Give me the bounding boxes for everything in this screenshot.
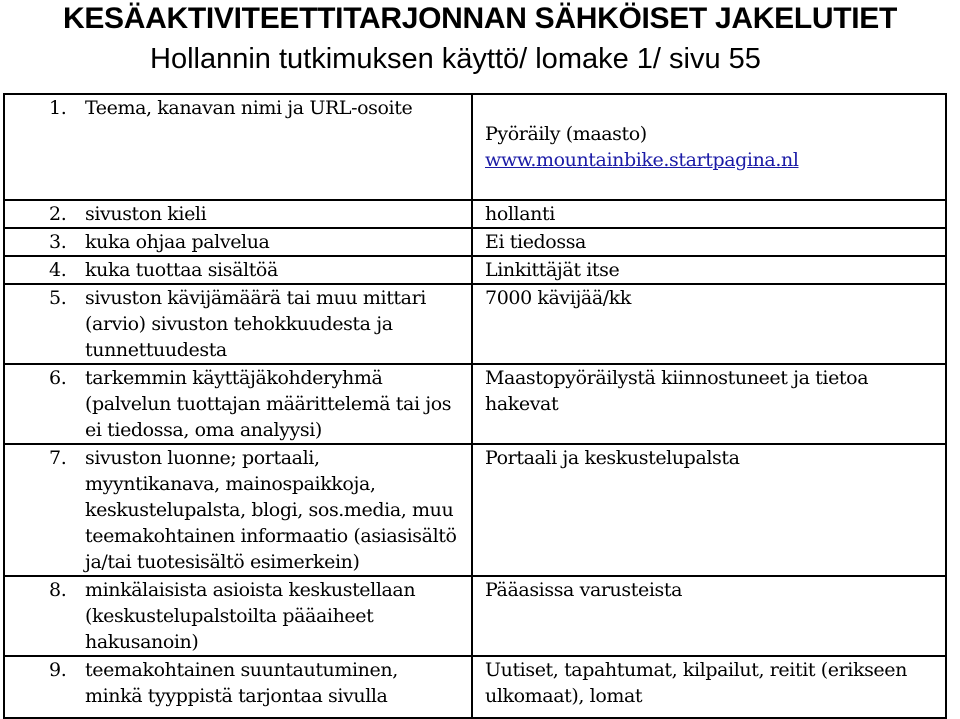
answer-cell: Pääasissa varusteista <box>472 576 946 656</box>
answer-cell: Maastopyöräilystä kiinnostuneet ja tietoa hakevat <box>472 364 946 444</box>
table-row <box>4 228 946 256</box>
table-row <box>4 94 946 200</box>
table-row <box>4 200 946 228</box>
table-row <box>4 364 946 444</box>
form-table-container <box>3 93 945 707</box>
question-cell <box>4 256 472 284</box>
question-text: minkälaisista asioista keskustellaan (keskustelupalstoilta pääaiheet hakusanoin) <box>85 579 416 653</box>
row-number: 5. <box>49 287 67 309</box>
answer-cell: 7000 kävijää/kk <box>472 284 946 364</box>
answer-cell: Uutiset, tapahtumat, kilpailut, reitit (erikseen ulkomaat), lomat <box>472 656 946 718</box>
answer-cell: Portaali ja keskustelupalsta <box>472 444 946 576</box>
slide-title: KESÄAKTIVITEETTITARJONNAN SÄHKÖISET JAKELUTIET <box>62 2 898 35</box>
question-text: Teema, kanavan nimi ja URL-osoite <box>85 97 413 119</box>
question-text: sivuston kieli <box>85 203 207 225</box>
table-row <box>4 284 946 364</box>
table-row <box>4 256 946 284</box>
table-row <box>4 656 946 718</box>
question-cell <box>4 200 472 228</box>
question-cell <box>4 576 472 656</box>
question-text: sivuston kävijämäärä tai muu mittari (arvio) sivuston tehokkuudesta ja tunnettuudesta <box>85 287 426 361</box>
slide-subtitle: Hollannin tutkimuksen käyttö/ lomake 1/ sivu 55 <box>150 43 761 75</box>
answer-cell: Ei tiedossa <box>472 228 946 256</box>
question-text: kuka tuottaa sisältöä <box>85 259 278 281</box>
question-text: teemakohtainen suuntautuminen, minkä tyyppistä tarjontaa sivulla <box>85 659 398 707</box>
question-text: sivuston luonne; portaali, myyntikanava, mainospaikkoja, keskustelupalsta, blogi, sos.media, muu teemakohtainen informaatio (asiasisältö ja/tai tuotesisältö esimerkein) <box>85 447 457 573</box>
table-row <box>4 444 946 576</box>
question-cell <box>4 284 472 364</box>
answer-cell: Linkittäjät itse <box>472 256 946 284</box>
row-number: 9. <box>49 659 67 681</box>
question-cell <box>4 228 472 256</box>
question-text: tarkemmin käyttäjäkohderyhmä (palvelun tuottajan määrittelemä tai jos ei tiedossa, oma analyysi) <box>85 367 452 441</box>
question-cell <box>4 444 472 576</box>
row-number: 6. <box>49 367 67 389</box>
row-number: 3. <box>49 231 67 253</box>
question-cell <box>4 364 472 444</box>
answer-text: Pyöräily (maasto) <box>485 123 647 145</box>
row-number: 4. <box>49 259 67 281</box>
row-number: 2. <box>49 203 67 225</box>
form-table <box>3 93 947 719</box>
table-row <box>4 576 946 656</box>
question-text: kuka ohjaa palvelua <box>85 231 270 253</box>
row-number: 8. <box>49 579 67 601</box>
answer-cell: hollanti <box>472 200 946 228</box>
question-cell <box>4 656 472 718</box>
channel-url-link[interactable]: www.mountainbike.startpagina.nl <box>485 149 799 171</box>
answer-cell <box>472 94 946 200</box>
row-number: 1. <box>49 97 67 119</box>
question-cell <box>4 94 472 200</box>
row-number: 7. <box>49 447 67 469</box>
